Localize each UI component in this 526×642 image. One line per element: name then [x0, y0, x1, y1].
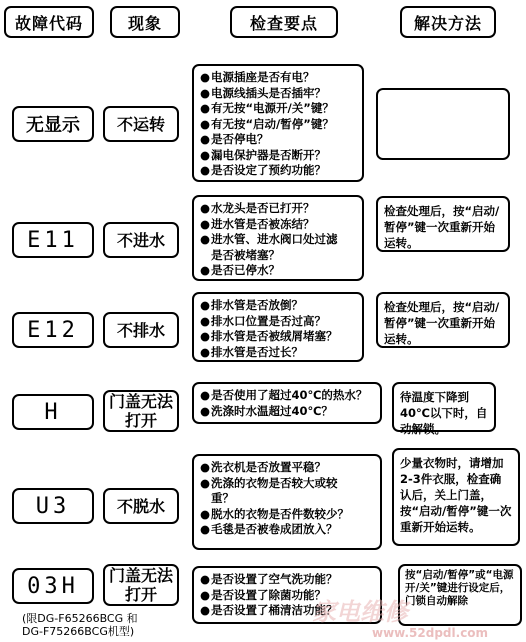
- check-list-e12: [192, 292, 364, 362]
- check-item: ●电源插座是否有电？: [200, 70, 315, 84]
- check-list-u3: [192, 454, 382, 550]
- bullet-icon: ●: [200, 101, 211, 115]
- symptom-no-drain: [103, 312, 179, 348]
- symptom-label: 不进水: [116, 230, 165, 250]
- bullet-icon: ●: [200, 572, 211, 586]
- check-list-e11: [192, 195, 364, 281]
- fault-code-label: E12: [27, 317, 79, 343]
- bullet-icon: ●: [200, 329, 211, 343]
- check-item: ●是否设置了桶清洁功能？: [200, 603, 338, 617]
- solution-text: 检查处理后，按“启动/暂停”键一次重新开始运转。: [384, 300, 500, 346]
- check-item: ●排水管是否被绒屑堵塞？: [200, 329, 338, 343]
- solution-e12: [376, 292, 510, 348]
- header-solution: [400, 6, 496, 38]
- fault-code-label: 03H: [27, 573, 79, 599]
- bullet-icon: ●: [200, 475, 211, 490]
- solution-03h: [398, 564, 522, 626]
- bullet-icon: ●: [200, 163, 211, 177]
- bullet-icon: ●: [200, 298, 211, 312]
- check-item: ●洗涤的衣物是否较大或较: [200, 475, 338, 490]
- bullet-icon: ●: [200, 116, 211, 131]
- bullet-icon: ●: [200, 388, 211, 402]
- check-item: ●进水管、进水阀口处过滤: [200, 232, 338, 246]
- check-item: ●是否已停水？: [200, 263, 280, 277]
- fault-code-e12: [12, 312, 94, 348]
- symptom-door-cannot-open: [103, 390, 179, 432]
- symptom-label: 不运转: [116, 114, 165, 134]
- check-item: ●电源线插头是否插牢？: [200, 85, 326, 100]
- check-item: ●是否使用了超过40℃的热水？: [200, 388, 368, 402]
- bullet-icon: ●: [200, 85, 211, 100]
- fault-code-label: 无显示: [26, 115, 80, 136]
- check-list-h: [192, 382, 382, 424]
- bullet-icon: ●: [200, 403, 211, 418]
- symptom-no-water-inlet: [103, 222, 179, 258]
- check-item: ●洗涤时水温超过40℃？: [200, 403, 333, 418]
- header-symptom: [110, 6, 180, 38]
- bullet-icon: ●: [200, 344, 211, 359]
- check-item-continued: 重？: [211, 491, 234, 505]
- symptom-label: 不排水: [116, 320, 165, 340]
- check-item: ●排水管是否放倒？: [200, 298, 303, 312]
- check-item: ●是否设定了预约功能？: [200, 163, 326, 177]
- check-item: ●是否设置了空气洗功能？: [200, 572, 338, 586]
- symptom-label: 门盖无法打开: [108, 392, 173, 430]
- bullet-icon: ●: [200, 263, 211, 277]
- bullet-icon: ●: [200, 70, 211, 84]
- watermark-url: www.52dpdl.com: [372, 626, 489, 640]
- fault-code-e11: [12, 222, 94, 258]
- fault-code-label: U3: [35, 493, 71, 519]
- solution-text: 检查处理后，按“启动/暂停”键一次重新开始运转。: [384, 204, 500, 250]
- fault-code-h: [12, 394, 94, 430]
- check-item-continued: 是否被堵塞？: [211, 247, 280, 262]
- model-note-line-2: DG-F75266BCG机型): [22, 625, 135, 638]
- symptom-not-running: [103, 106, 179, 142]
- model-note: [22, 612, 138, 638]
- check-item: ●漏电保护器是否断开？: [200, 147, 326, 162]
- check-item: ●有无按“电源开/关”键？: [200, 101, 334, 115]
- check-item: ●是否设置了除菌功能？: [200, 587, 326, 602]
- bullet-icon: ●: [200, 522, 211, 536]
- solution-empty: [376, 88, 510, 160]
- check-item: ●进水管是否被冻结？: [200, 216, 315, 231]
- check-item: ●有无按“启动/暂停”键？: [200, 116, 334, 131]
- check-list-no-display: [192, 64, 364, 182]
- symptom-label: 门盖无法打开: [108, 566, 173, 604]
- check-item: ●洗衣机是否放置平稳？: [200, 460, 326, 474]
- bullet-icon: ●: [200, 587, 211, 602]
- fault-code-label: E11: [27, 227, 79, 253]
- header-fault-code-label: 故障代码: [14, 13, 83, 33]
- check-item: ●水龙头是否已打开？: [200, 201, 315, 215]
- bullet-icon: ●: [200, 201, 211, 215]
- watermark-text: 家电维修: [312, 598, 408, 626]
- bullet-icon: ●: [200, 132, 211, 146]
- header-solution-label: 解决方法: [413, 13, 482, 33]
- header-check-points-label: 检查要点: [249, 13, 318, 33]
- bullet-icon: ●: [200, 460, 211, 474]
- header-symptom-label: 现象: [127, 13, 162, 33]
- check-item: ●毛毯是否被卷成团放入？: [200, 522, 338, 536]
- solution-e11: [376, 196, 510, 252]
- bullet-icon: ●: [200, 232, 211, 246]
- bullet-icon: ●: [200, 506, 211, 521]
- header-check-points: [230, 6, 338, 38]
- fault-code-u3: [12, 488, 94, 524]
- bullet-icon: ●: [200, 147, 211, 162]
- check-item: ●是否停电？: [200, 132, 269, 146]
- check-item: ●排水口位置是否过高？: [200, 313, 326, 328]
- model-note-line-1: (限DG-F65266BCG 和: [22, 612, 138, 625]
- solution-text: 待温度下降到40℃以下时，自动解锁。: [400, 390, 488, 436]
- header-fault-code: [4, 6, 94, 38]
- bullet-icon: ●: [200, 216, 211, 231]
- bullet-icon: ●: [200, 603, 211, 617]
- solution-h: [392, 382, 496, 436]
- solution-u3: [392, 448, 520, 546]
- symptom-no-spin: [103, 488, 179, 524]
- fault-code-03h: [12, 568, 94, 604]
- solution-text: 按“启动/暂停”或“电源开/关”键进行设定后，门锁自动解除: [405, 569, 514, 607]
- fault-code-no-display: [12, 106, 94, 142]
- bullet-icon: ●: [200, 313, 211, 328]
- symptom-door-cannot-open-2: [103, 564, 179, 606]
- check-item: ●排水管是否过长？: [200, 344, 303, 359]
- check-item: ●脱水的衣物是否件数较少？: [200, 506, 349, 521]
- solution-text: 少量衣物时，请增加2-3件衣服，检查确认后，关上门盖，按“启动/暂停”键一次重新开始运转。: [400, 456, 512, 534]
- symptom-label: 不脱水: [116, 496, 165, 516]
- fault-code-label: H: [44, 399, 62, 425]
